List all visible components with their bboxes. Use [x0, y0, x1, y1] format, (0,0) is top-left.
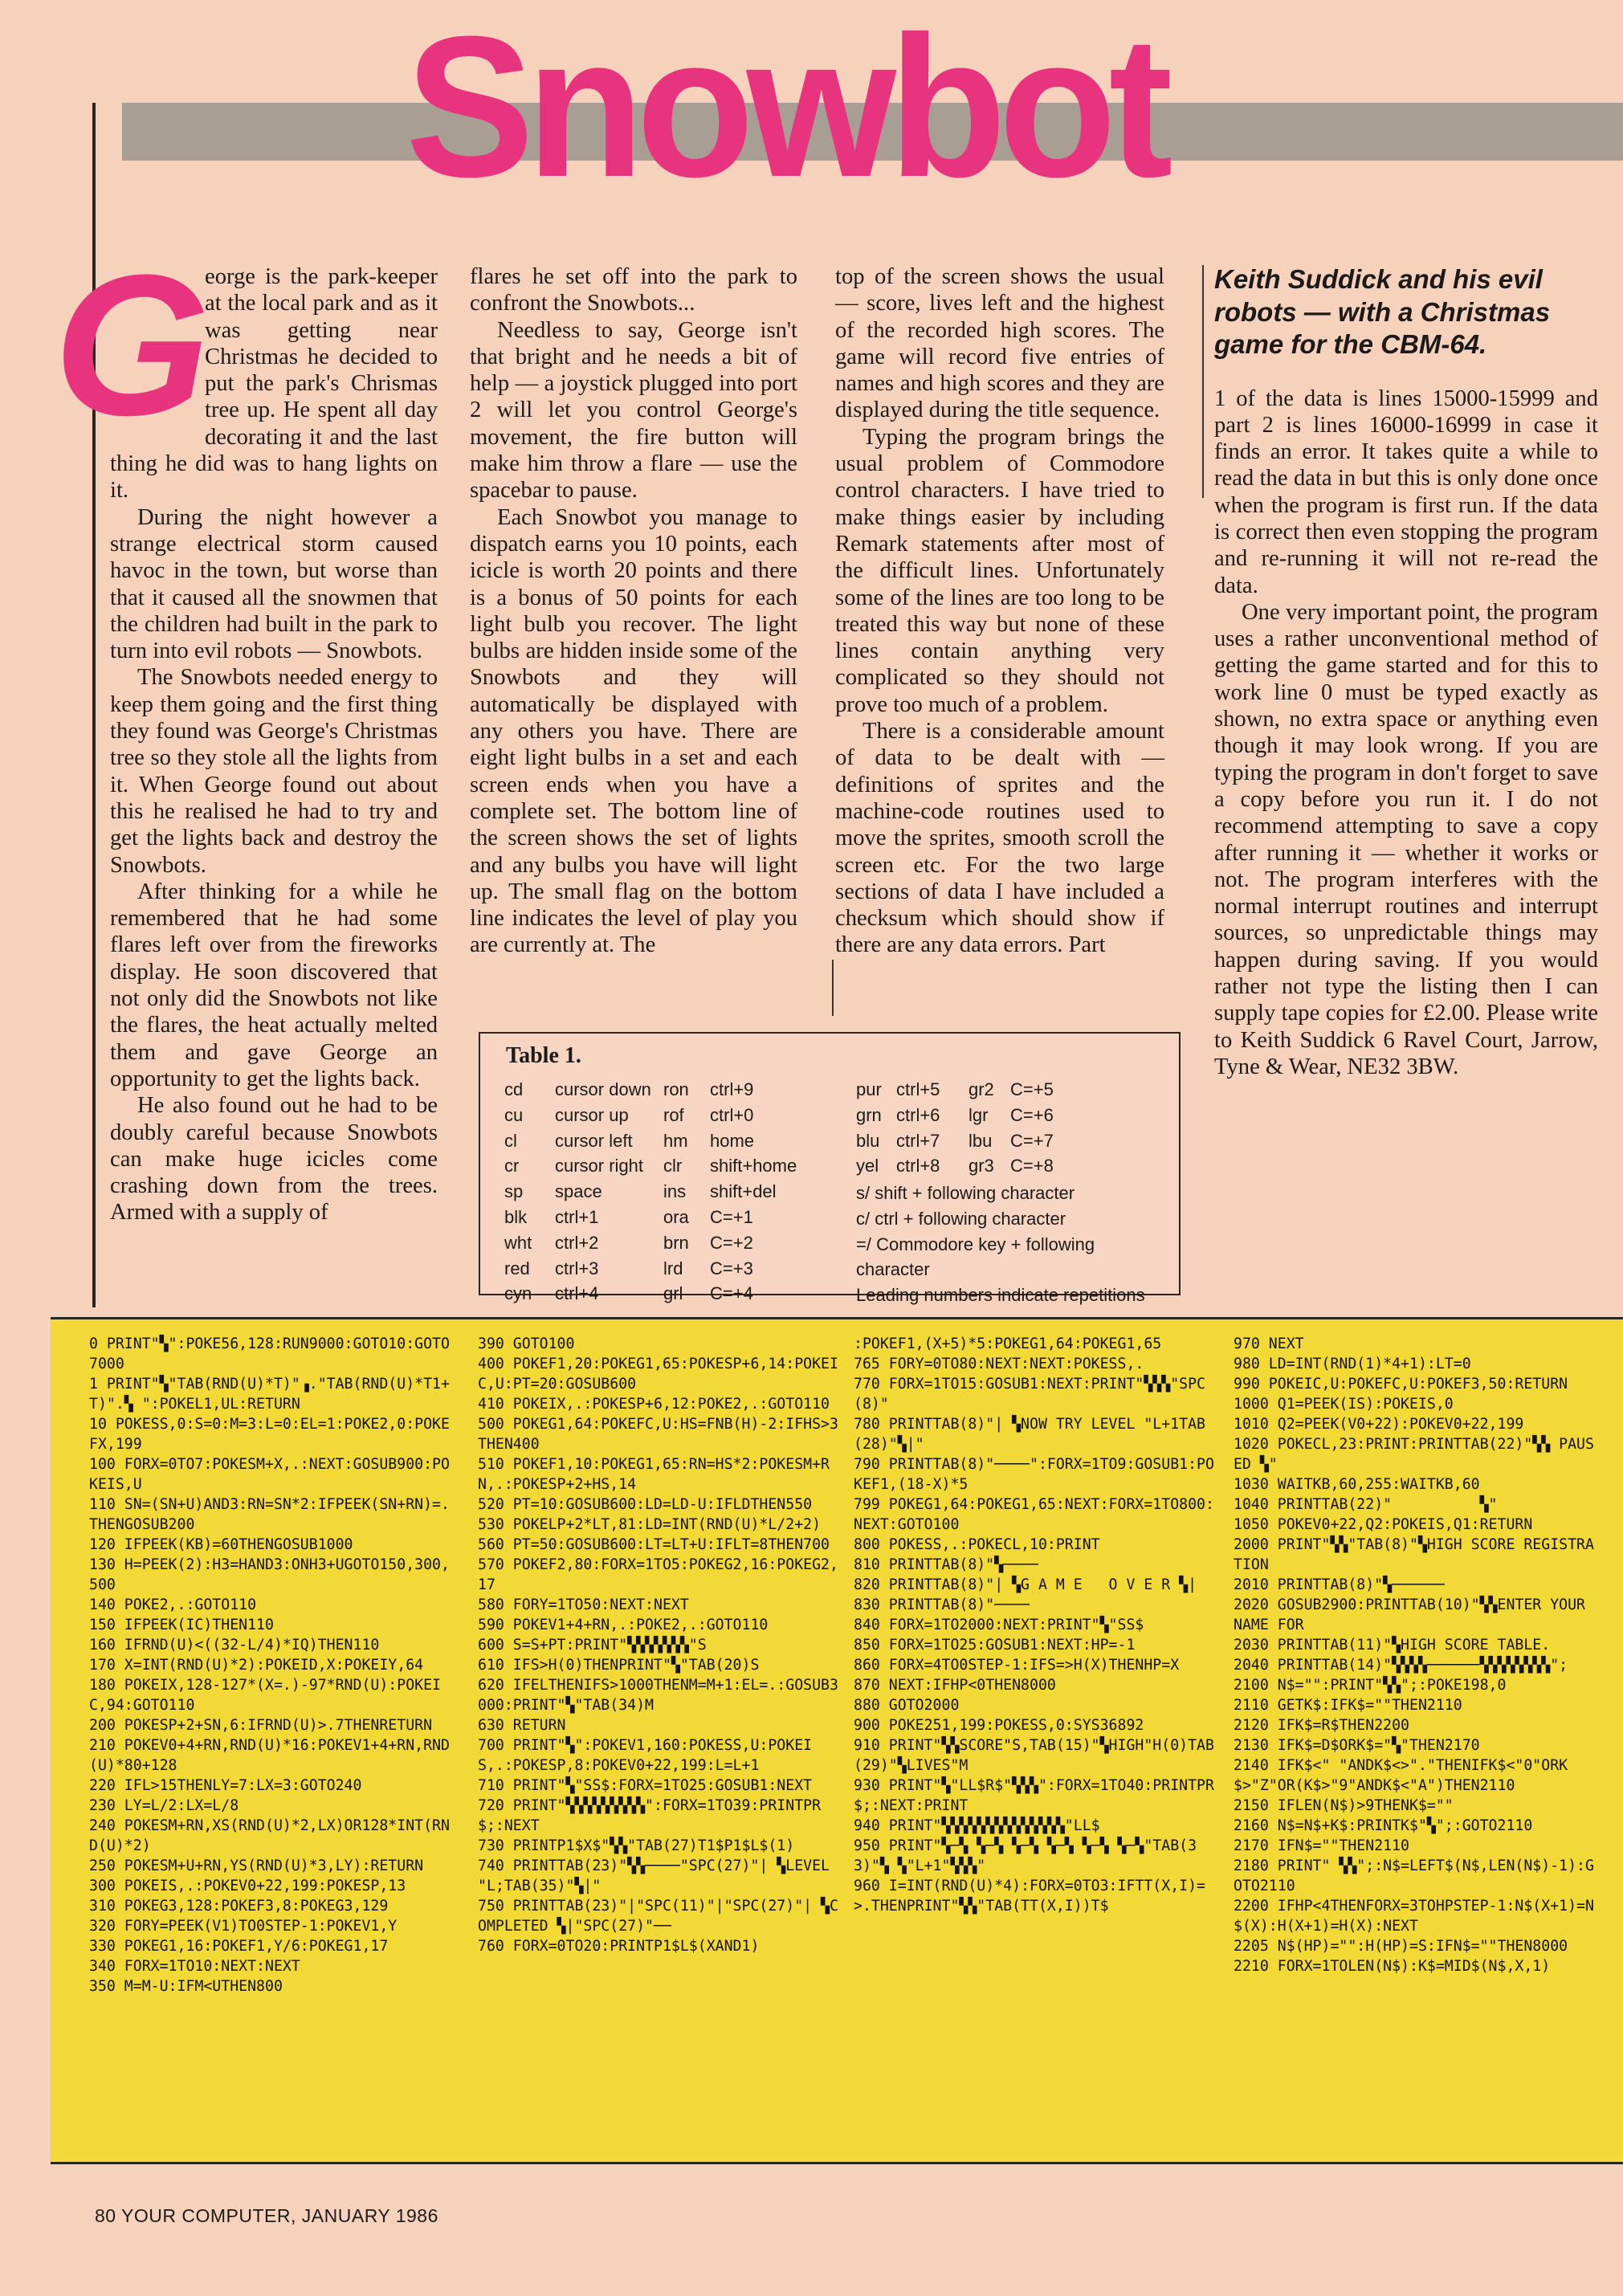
article-column-1 — [54, 233, 438, 1226]
article-column-2 — [470, 263, 797, 959]
table-row: sp space ins shift+del — [504, 1181, 777, 1202]
paragraph: He also found out he had to be doubly careful because Snowbots can make huge icicles come crashing down from the trees. Armed with a supply of — [110, 1093, 438, 1225]
paragraph-text: eorge is the park-keeper at the local park and as it was getting near Christmas he decided to put the park's Chrismas tree up. He spent all day decorating it and the last thing he did was to hang lights on it. — [110, 264, 438, 504]
table-row: cl cursor left hm home — [504, 1130, 755, 1151]
paragraph: During the night however a strange electrical storm caused havoc in the town, but worse than that it caused all the snowmen that the children had built in the park to turn into evil robots — Snowbots. — [110, 504, 438, 664]
table-row: grn ctrl+6 lgr C=+6 — [856, 1104, 1054, 1125]
table-row: cyn ctrl+4 grl C=+4 — [504, 1283, 753, 1304]
table-right-grid — [856, 1077, 1174, 1179]
column-divider — [832, 960, 834, 1016]
article-headline: Snowbot — [406, 0, 1165, 218]
table-note: s/ shift + following character — [856, 1183, 1075, 1203]
paragraph: The Snowbots needed energy to keep them going and the first thing they found was George's Christmas tree so they stole all the lights from it. When George found out about this he realised he had to try and get the lights back and destroy the Snowbots. — [110, 665, 438, 878]
table-row: red ctrl+3 lrd C=+3 — [504, 1258, 753, 1279]
program-listing — [51, 1317, 1623, 2164]
standfirst: Keith Suddick and his evil robots — with a Christmas game for the CBM-64. — [1214, 264, 1551, 359]
table-row: wht ctrl+2 brn C=+2 — [504, 1232, 753, 1253]
table-notes — [856, 1181, 1171, 1308]
listing-column-3: :POKEF1,(X+5)*5:POKEG1,64:POKEG1,65 765 FORY=0TO80:NEXT:NEXT:POKESS,. 770 FORX=1TO15:GOSUB1:NEXT:PRINT"▚▚▚"SPC(8)" 780 PRINTTAB(8)"| ▚NOW TRY LEVEL "L+1TAB(28)"▚|" 790 PRINTTAB(8)"────":FORX=1TO9:GOSUB1:POKEF1,(18-X)*5 799 POKEG1,64:POKEG1,65:NEXT:FORX=1TO800:NEXT:GOTO100 800 POKESS,.:POKECL,10:PRINT 810 PRINTTAB(8)"▚──── 820 PRINTTAB(8)"| ▚G A M E O V E R ▚| 830 PRINTTAB(8)"──── 840 FORX=1TO2000:NEXT:PRINT"▚"SS$ 850 FORX=1TO25:GOSUB1:NEXT:HP=-1 860 FORX=4TO0STEP-1:IFS=>H(X)THENHP=X 870 NEXT:IFHP<0THEN8000 880 GOTO2000 900 POKE251,199:POKESS,0:SYS36892 910 PRINT"▚▚SCORE"S,TAB(15)"▚HIGH"H(0)TAB(29)"▚LIVES"M 930 PRINT"▚"LL$R$"▚▚▚":FORX=1TO40:PRINTPR$;:NEXT:PRINT 940 PRINT"▚▚▚▚▚▚▚▚▚▚▚▚▚▚"LL$ 950 PRINT"▚─▚ ▚─▚ ▚─▚ ▚─▚ ▚─▚ ▚─▚"TAB(33)"▚ ▚"L+1"▚▚▚" 960 I=INT(RND(U)*4):FORX=0TO3:IFTT(X,I)=>.THENPRINT"▚▚"TAB(TT(X,I))T$ — [854, 1336, 1214, 1915]
table-left-grid — [504, 1077, 874, 1307]
table-note: =/ Commodore key + following character — [856, 1234, 1095, 1280]
page-footer: 80 YOUR COMPUTER, JANUARY 1986 — [95, 2205, 438, 2226]
listing-column-1: 0 PRINT"▚":POKE56,128:RUN9000:GOTO10:GOTO7000 1 PRINT"▚"TAB(RND(U)*T)"▗."TAB(RND(U)*T1+T)".▚ ":POKEL1,UL:RETURN 10 POKESS,0:S=0:M=3:L=0:EL=1:POKE2,0:POKEFX,199 100 FORX=0TO7:POKESM+X,.:NEXT:GOSUB900:POKEIS,U 110 SN=(SN+U)AND3:RN=SN*2:IFPEEK(SN+RN)=.THENGOSUB200 120 IFPEEK(KB)=60THENGOSUB1000 130 H=PEEK(2):H3=HAND3:ONH3+UGOTO150,300,500 140 POKE2,.:GOTO110 150 IFPEEK(IC)THEN110 160 IFRND(U)<((32-L/4)*IQ)THEN110 170 X=INT(RND(U)*2):POKEID,X:POKEIY,64 180 POKEIX,128-127*(X=.)-97*RND(U):POKEIC,94:GOTO110 200 POKESP+2+SN,6:IFRND(U)>.7THENRETURN 210 POKEV0+4+RN,RND(U)*16:POKEV1+4+RN,RND(U)*80+128 220 IFL>15THENLY=7:LX=3:GOTO240 230 LY=L/2:LX=L/8 240 POKESM+RN,XS(RND(U)*2,LX)OR128*INT(RND(U)*2) 250 POKESM+U+RN,YS(RND(U)*3,LY):RETURN 300 POKEIS,.:POKEV0+22,199:POKESP,13 310 POKEG3,128:POKEF3,8:POKEG3,129 320 FORY=PEEK(V1)TO0STEP-1:POKEV1,Y 330 POKEG1,16:POKEF1,Y/6:POKEG1,17 340 FORX=1TO10:NEXT:NEXT 350 M=M-U:IFM<UTHEN800 — [89, 1336, 450, 1995]
table-row: blu ctrl+7 lbu C=+7 — [856, 1130, 1054, 1151]
listing-column-4: 970 NEXT 980 LD=INT(RND(1)*4+1):LT=0 990 POKEIC,U:POKEFC,U:POKEF3,50:RETURN 1000 Q1=PEEK(IS):POKEIS,0 1010 Q2=PEEK(V0+22):POKEV0+22,199 1020 POKECL,23:PRINT:PRINTTAB(22)"▚▚ PAUSED ▚" 1030 WAITKB,60,255:WAITKB,60 1040 PRINTTAB(22)" ▚" 1050 POKEV0+22,Q2:POKEIS,Q1:RETURN 2000 PRINT"▚▚"TAB(8)"▚HIGH SCORE REGISTRATION 2010 PRINTTAB(8)"▚────── 2020 GOSUB2900:PRINTTAB(10)"▚▚ENTER YOUR NAME FOR 2030 PRINTTAB(11)"▚HIGH SCORE TABLE. 2040 PRINTTAB(14)"▚▚▚▚──────▚▚▚▚▚▚▚▚"; 2100 N$="":PRINT"▚▚";:POKE198,0 2110 GETK$:IFK$=""THEN2110 2120 IFK$=R$THEN2200 2130 IFK$=D$ORK$="▚"THEN2170 2140 IFK$<" "ANDK$<>"."THENIFK$<"0"ORK$>"Z"OR(K$>"9"ANDK$<"A")THEN2110 2150 IFLEN(N$)>9THENK$="" 2160 N$=N$+K$:PRINTK$"▚";:GOTO2110 2170 IFN$=""THEN2110 2180 PRINT" ▚▚";:N$=LEFT$(N$,LEN(N$)-1):GOTO2110 2200 IFHP<4THENFORX=3TOHPSTEP-1:N$(X+1)=N$(X):H(X+1)=H(X):NEXT 2205 N$(HP)="":H(HP)=S:IFN$=""THEN8000 2210 FORX=1TOLEN(N$):K$=MID$(N$,X,1) — [1234, 1336, 1594, 1975]
table-note: Leading numbers indicate repetitions — [856, 1285, 1145, 1306]
paragraph: After thinking for a while he remembered that he had some flares left over from the fireworks display. He soon discovered that not only did the Snowbots not like the flares, the heat actually melted them and gave George an opportunity to get the lights back. — [110, 879, 438, 1091]
paragraph: Needless to say, George isn't that bright and he needs a bit of help — a joystick plugged into port 2 will let you control George's movement, the fire button will make him throw a flare — use the spacebar to pause. — [470, 317, 797, 504]
article-column-4 — [1214, 263, 1598, 1080]
paragraph: Typing the program brings the usual problem of Commodore control characters. I have tried to make things easier by including Remark statements after most of the difficult lines. Unfortunately some of the lines are too long to be treated this way but none of these lines contain anything very complicated so they should not prove too much of a problem. — [835, 424, 1164, 717]
column-divider — [1202, 265, 1204, 498]
control-code-table — [479, 1032, 1181, 1306]
table-row: blk ctrl+1 ora C=+1 — [504, 1206, 753, 1227]
paragraph: top of the screen shows the usual — score, lives left and the highest of the recorded high scores. The game will record five entries of names and high scores and they are displayed during the title sequence. — [835, 264, 1164, 423]
listing-column-2: 390 GOTO100 400 POKEF1,20:POKEG1,65:POKESP+6,14:POKEIC,U:PT=20:GOSUB600 410 POKEIX,.:POKESP+6,12:POKE2,.:GOTO110 500 POKEG1,64:POKEFC,U:HS=FNB(H)-2:IFHS>3THEN400 510 POKEF1,10:POKEG1,65:RN=HS*2:POKESM+RN,.:POKESP+2+HS,14 520 PT=10:GOSUB600:LD=LD-U:IFLDTHEN550 530 POKELP+2*LT,81:LD=INT(RND(U)*L/2+2) 560 PT=50:GOSUB600:LT=LT+U:IFLT=8THEN700 570 POKEF2,80:FORX=1TO5:POKEG2,16:POKEG2,17 580 FORY=1TO50:NEXT:NEXT 590 POKEV1+4+RN,.:POKE2,.:GOTO110 600 S=S+PT:PRINT"▚▚▚▚▚▚▚"S 610 IFS>H(0)THENPRINT"▚"TAB(20)S 620 IFELTHENIFS>1000THENM=M+1:EL=.:GOSUB3000:PRINT"▚"TAB(34)M 630 RETURN 700 PRINT"▚":POKEV1,160:POKESS,U:POKEIS,.:POKESP,8:POKEV0+22,199:L=L+1 710 PRINT"▚"SS$:FORX=1TO25:GOSUB1:NEXT 720 PRINT"▚▚▚▚▚▚▚▚▚":FORX=1TO39:PRINTPR$;:NEXT 730 PRINTP1$X$"▚▚"TAB(27)T1$P1$L$(1) 740 PRINTTAB(23)"▚▚────"SPC(27)"| ▚LEVEL "L;TAB(35)"▚|" 750 PRINTTAB(23)"|"SPC(11)"|"SPC(27)"| ▚COMPLETED ▚|"SPC(27)"── 760 FORX=0TO20:PRINTP1$L$(XAND1) — [478, 1336, 838, 1955]
table-title: Table 1. — [506, 1043, 581, 1068]
table-row: yel ctrl+8 gr3 C=+8 — [856, 1156, 1054, 1177]
article-column-3 — [835, 263, 1164, 959]
paragraph: flares he set off into the park to confront the Snowbots... — [470, 264, 797, 316]
paragraph: There is a considerable amount of data to be dealt with — definitions of sprites and the machine-code routines used to move the sprites, smooth scroll the screen etc. For the two large sections of data I have included a checksum which should show if there are any data errors. Part — [835, 719, 1164, 958]
paragraph: Each Snowbot you manage to dispatch earns you 10 points, each icicle is worth 20 points and there is a bonus of 50 points for each light bulb you recover. The light bulbs are hidden inside some of the Snowbots and they will automatically be displayed with any others you have. There are eight light bulbs in a set and each screen ends when you have a complete set. The bottom line of the screen shows the set of lights and any bulbs you have will light up. The small flag on the bottom line indicates the level of play you are currently at. The — [470, 504, 797, 958]
table-row: cd cursor down ron ctrl+9 — [504, 1079, 754, 1099]
table-row: cr cursor right clr shift+home — [504, 1156, 797, 1177]
table-row: pur ctrl+5 gr2 C=+5 — [856, 1079, 1054, 1099]
intro-paragraph — [54, 233, 438, 504]
table-note: c/ ctrl + following character — [856, 1208, 1066, 1229]
paragraph: 1 of the data is lines 15000-15999 and part 2 is lines 16000-16999 in case it finds an error. It takes quite a while to read the data in but this is only done once when the program is first run. If the data is correct then even stopping the program and re-running it will not re-read the data. — [1214, 385, 1598, 598]
paragraph: One very important point, the program uses a rather unconventional method of getting the game started and for this to work line 0 must be typed exactly as shown, no extra space or anything even though it may look wrong. If you are typing the program in don't forget to save a copy before you run it. I do not recommend attempting to save a copy after running it — whether it works or not. The program interferes with the normal interrupt routines and interrupt sources, so unpredictable things may happen during saving. If you would rather not type the listing then I can supply tape copies for £2.00. Please write to Keith Suddick 6 Ravel Court, Jarrow, Tyne & Wear, NE32 3BW. — [1214, 599, 1598, 1079]
drop-cap: G — [54, 233, 210, 457]
table-row: cu cursor up rof ctrl+0 — [504, 1104, 754, 1125]
